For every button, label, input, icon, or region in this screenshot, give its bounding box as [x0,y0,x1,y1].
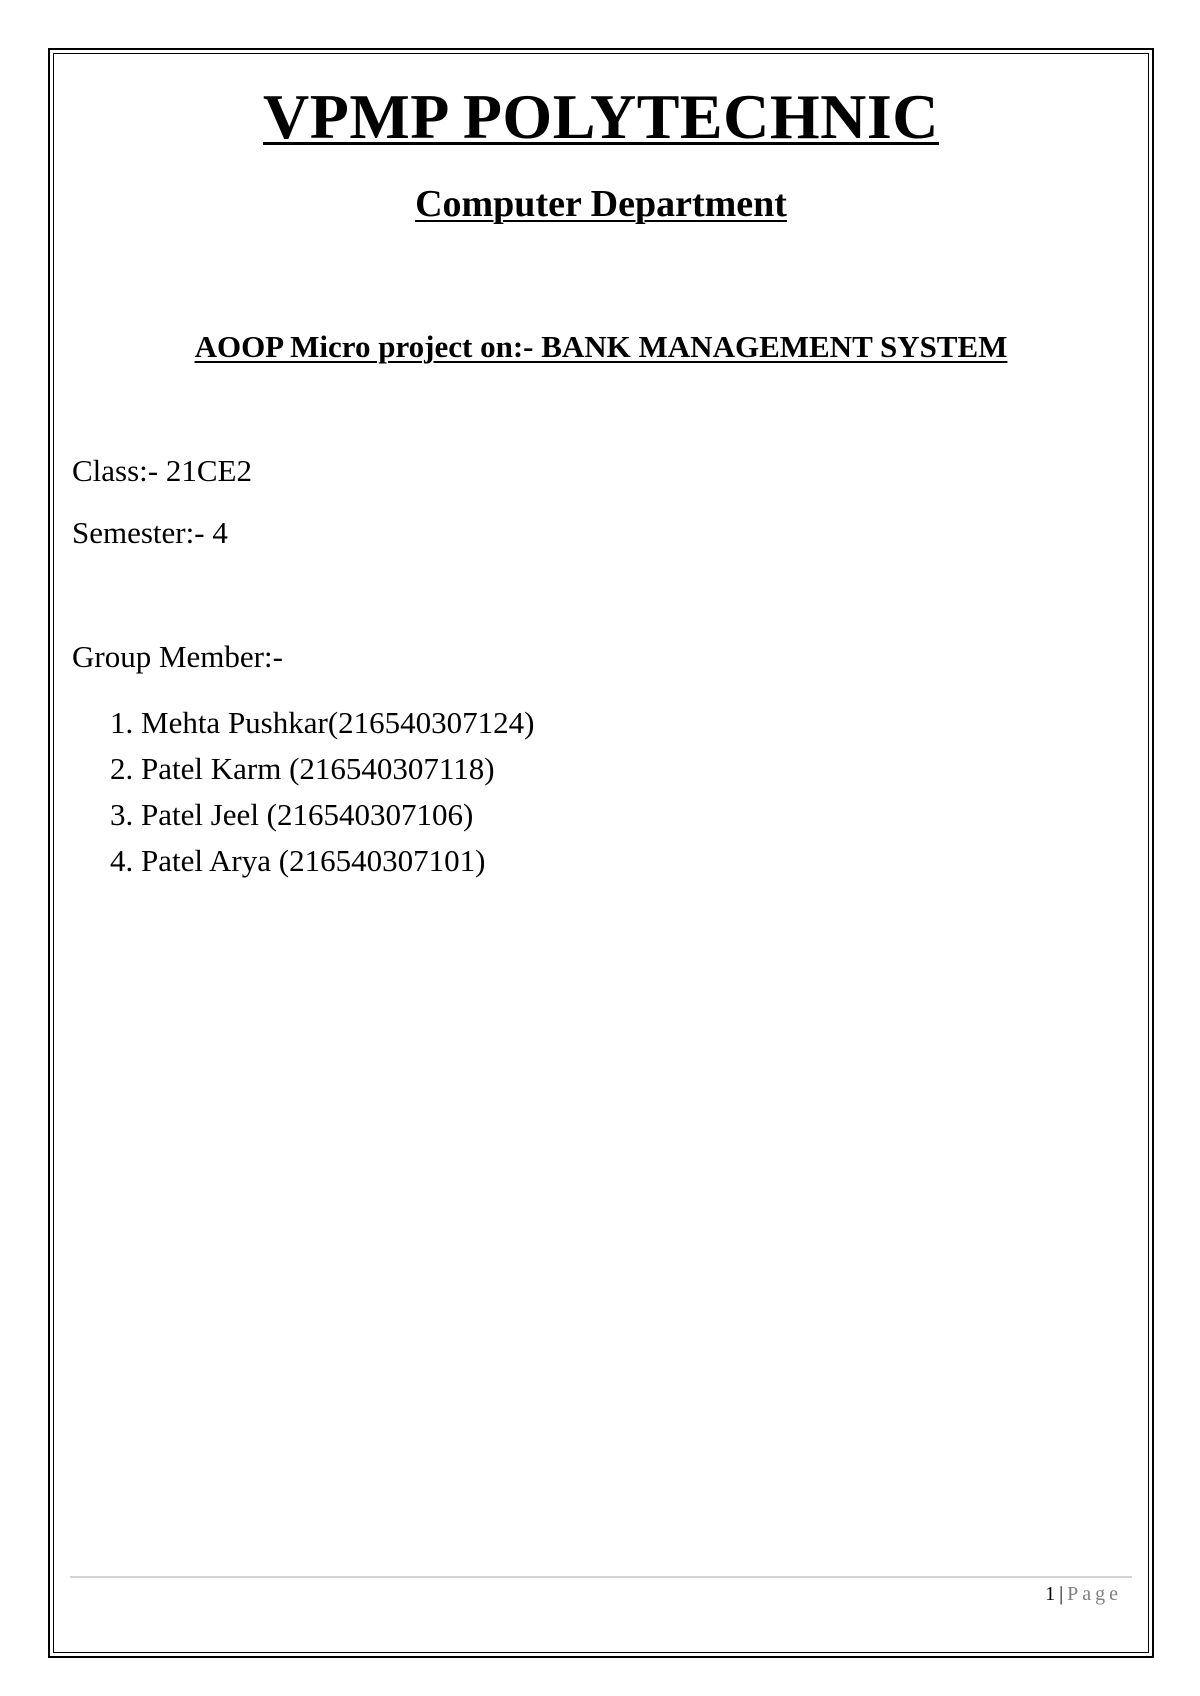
page-footer [1045,1582,1122,1606]
page-number: 1 [1045,1583,1056,1605]
college-title: VPMP POLYTECHNIC [263,81,939,152]
footer-separator: | [1059,1583,1064,1605]
list-item: 1. Mehta Pushkar(216540307124) [110,705,535,740]
list-item: 3. Patel Jeel (216540307106) [110,797,474,832]
page-word: Page [1067,1583,1122,1605]
group-member-list [110,700,534,884]
list-item: 4. Patel Arya (216540307101) [110,843,486,878]
project-title: AOOP Micro project on:- BANK MANAGEMENT SYSTEM [194,329,1008,364]
class-line: Class:- 21CE2 [72,453,252,488]
group-member-label: Group Member:- [72,639,283,674]
footer-divider [70,1576,1132,1578]
list-item: 2. Patel Karm (216540307118) [110,751,495,786]
semester-line: Semester:- 4 [72,515,228,550]
department-title: Computer Department [415,183,787,225]
